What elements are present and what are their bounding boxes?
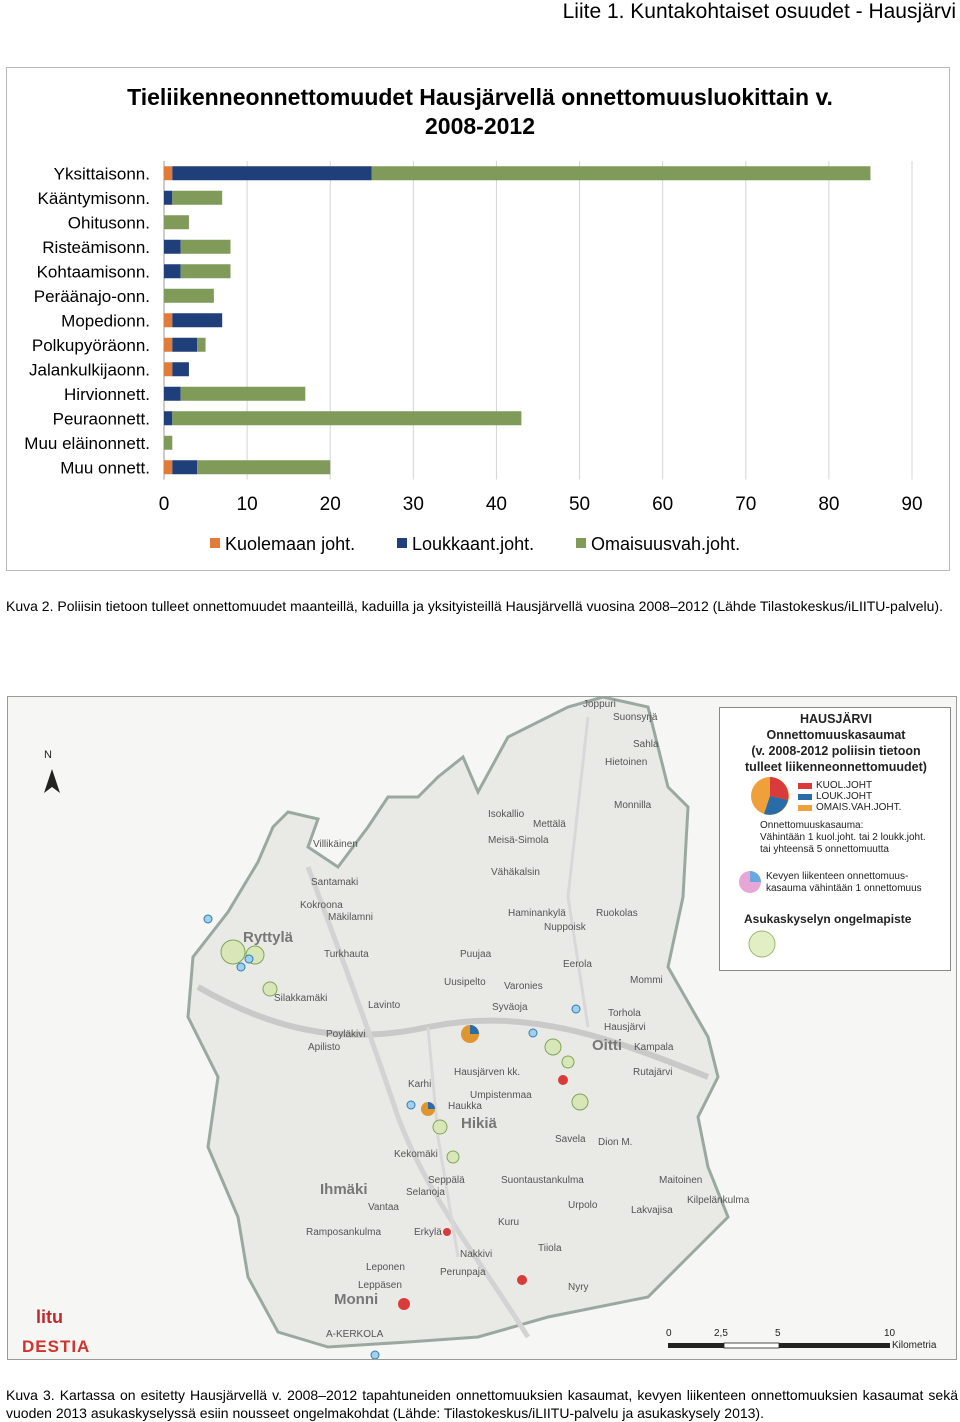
legend-title-3: (v. 2008-2012 poliisin tietoon	[751, 744, 921, 758]
bar-segment	[164, 240, 181, 254]
place-label: Ihmäki	[320, 1181, 368, 1198]
place-label: Suontaustankulma	[501, 1175, 584, 1186]
place-label: Turkhauta	[324, 949, 369, 960]
place-label: Sahla	[633, 739, 659, 750]
place-label: A-KERKOLA	[326, 1329, 384, 1340]
place-label: Puujaa	[460, 949, 492, 960]
light-traffic-cluster	[407, 1101, 415, 1109]
bar-segment	[197, 460, 330, 474]
place-label: Hausjärven kk.	[454, 1067, 521, 1078]
bar-segment	[172, 411, 521, 425]
bar-segment	[181, 240, 231, 254]
legend-title: HAUSJÄRVI	[799, 712, 872, 726]
light-traffic-cluster	[237, 963, 245, 971]
bar-segment	[164, 215, 189, 229]
bar-segment	[164, 313, 172, 327]
bar-segment	[172, 460, 197, 474]
place-label: Mettälä	[533, 819, 566, 830]
category-label: Peuraonnett.	[52, 409, 150, 429]
page-header: Liite 1. Kuntakohtaiset osuudet - Hausjärvi	[562, 0, 956, 23]
place-label: Varonies	[504, 981, 543, 992]
place-label: Maitoinen	[659, 1175, 703, 1186]
place-label: Lavinto	[368, 1000, 401, 1011]
map-legend	[719, 707, 951, 971]
place-label: Mäkilamni	[328, 912, 374, 923]
bar-segment	[181, 264, 231, 278]
place-label: Hietoinen	[605, 757, 648, 768]
x-tick-label: 40	[485, 494, 508, 515]
problem-point	[572, 1094, 588, 1110]
legend-note-2: Vähintään 1 kuol.joht. tai 2 loukk.joht.	[760, 832, 926, 843]
light-traffic-cluster	[245, 955, 253, 963]
place-label: Savela	[555, 1134, 586, 1145]
scale-2-5: 2,5	[714, 1328, 728, 1339]
place-label: Vantaa	[368, 1202, 399, 1213]
place-label: Nakkivi	[460, 1249, 493, 1260]
chart-title-line1: Tieliikenneonnettomuudet Hausjärvellä onnettomuusluokittain v.	[127, 84, 833, 110]
place-label: Urpolo	[568, 1200, 598, 1211]
bar-segment	[164, 264, 181, 278]
problem-point	[562, 1056, 574, 1068]
legend-problem-icon	[748, 930, 776, 958]
place-label: Nyry	[568, 1282, 589, 1293]
problem-point	[447, 1151, 459, 1163]
legend-title-2: Onnettomuuskasaumat	[766, 728, 906, 742]
category-label: Polkupyöräonn.	[31, 335, 150, 355]
category-label: Risteämisonn.	[42, 237, 150, 257]
legend-kevyt-2: kasauma vähintään 1 onnettomuus	[766, 883, 922, 894]
place-label: Erkylä	[414, 1227, 442, 1238]
place-label: Rutajärvi	[633, 1067, 673, 1078]
place-label: Santamaki	[311, 877, 359, 888]
place-label: Kokroona	[300, 900, 343, 911]
legend-louk: LOUK.JOHT	[816, 791, 873, 802]
category-label: Mopedionn.	[61, 311, 150, 331]
x-tick-label: 90	[901, 494, 923, 515]
legend-kevyt-1: Kevyen liikenteen onnettomuus-	[766, 871, 909, 882]
place-label: Apilisto	[308, 1042, 341, 1053]
place-label: Hausjärvi	[604, 1022, 646, 1033]
legend-label: Omaisuusvah.joht.	[591, 534, 741, 554]
legend-kuol: KUOL.JOHT	[816, 780, 873, 791]
place-label: Hikiä	[461, 1115, 497, 1132]
bar-segment	[197, 338, 205, 352]
place-label: Mommi	[630, 975, 663, 986]
north-label: N	[44, 749, 52, 761]
legend-light-traffic-icon	[738, 870, 762, 894]
place-label: Ryttylä	[243, 929, 294, 946]
x-tick-label: 60	[652, 494, 674, 515]
problem-point	[221, 940, 245, 964]
place-label: Vähäkalsin	[491, 867, 540, 878]
category-label: Jalankulkijaonn.	[29, 360, 150, 380]
bar-segment	[164, 411, 172, 425]
category-label: Kohtaamisonn.	[36, 262, 150, 282]
category-label: Muu onnett.	[60, 458, 150, 478]
place-label: Perunpaja	[440, 1267, 486, 1278]
x-tick-label: 50	[568, 494, 591, 515]
bar-segment	[164, 436, 172, 450]
destia-logo: DESTIA	[22, 1337, 91, 1356]
bar-segment	[172, 338, 197, 352]
x-tick-label: 70	[735, 494, 757, 515]
legend-label: Kuolemaan joht.	[225, 534, 356, 554]
place-label: Suonsyrjä	[613, 712, 658, 723]
bar-segment	[172, 362, 189, 376]
bar-segment	[372, 166, 871, 180]
bar-segment	[164, 460, 172, 474]
legend-label: Loukkaant.joht.	[412, 534, 535, 554]
map-frame	[7, 696, 957, 1360]
bar-segment	[164, 338, 172, 352]
light-traffic-cluster	[204, 915, 212, 923]
legend-swatch-omais	[798, 805, 812, 811]
place-label: Kilpelänkulma	[687, 1195, 750, 1206]
legend-swatch	[397, 538, 407, 548]
legend-asukas: Asukaskyselyn ongelmapiste	[744, 912, 912, 926]
legend-omais: OMAIS.VAH.JOHT.	[816, 802, 902, 813]
category-label: Ohitusonn.	[67, 213, 150, 233]
bar-segment	[172, 166, 371, 180]
category-label: Peräänajo-onn.	[33, 286, 150, 306]
place-label: Monni	[334, 1291, 379, 1308]
place-label: Torhola	[608, 1008, 641, 1019]
category-label: Hirvionnett.	[64, 384, 150, 404]
place-label: Lakvajisa	[631, 1205, 673, 1216]
place-label: Seppälä	[428, 1175, 465, 1186]
x-tick-label: 30	[402, 494, 424, 515]
bar-segment	[181, 387, 306, 401]
place-label: Monnilla	[614, 800, 652, 811]
chart-title-line2: 2008-2012	[425, 113, 535, 139]
bar-segment	[164, 362, 172, 376]
place-label: Uusipelto	[444, 977, 486, 988]
place-label: Karhi	[408, 1079, 432, 1090]
problem-point	[433, 1120, 447, 1134]
place-label: Selanoja	[406, 1187, 445, 1198]
place-label: Umpistenmaa	[470, 1090, 532, 1101]
legend-title-4: tulleet liikenneonnettomuudet)	[745, 760, 927, 774]
x-tick-label: 10	[236, 494, 258, 515]
bar-segment	[164, 289, 214, 303]
x-tick-label: 0	[158, 494, 170, 515]
light-traffic-cluster	[572, 1005, 580, 1013]
place-label: Tiiola	[538, 1243, 562, 1254]
north-arrow	[44, 769, 60, 793]
place-label: Joppuri	[583, 699, 616, 710]
legend-swatch-kuol	[798, 783, 812, 789]
category-label: Muu eläinonnett.	[24, 433, 150, 453]
place-label: Syväoja	[492, 1002, 528, 1013]
place-label: Dion M.	[598, 1137, 633, 1148]
x-tick-label: 20	[319, 494, 341, 515]
litu-logo: litu	[36, 1307, 63, 1327]
bar-chart	[0, 0, 960, 580]
place-label: Nuppoisk	[544, 922, 586, 933]
place-label: Ramposankulma	[306, 1227, 382, 1238]
bar-segment	[164, 191, 172, 205]
legend-swatch	[210, 538, 220, 548]
scale-0: 0	[666, 1328, 672, 1339]
caption-kuva3: Kuva 3. Kartassa on esitetty Hausjärvellä v. 2008–2012 tapahtuneiden onnettomuuksien kasaumat, kevyen liikenteen onnettomuuksien kasaumat sekä vuoden 2013 asukaskyselyssä esiin nousseet ongelmakohdat (Lähde: Tilastokeskus/iLIITU-palvelu ja asukaskysely 2013).	[6, 1387, 958, 1421]
place-label: Ruokolas	[596, 908, 638, 919]
legend-note-3: tai yhteensä 5 onnettomuutta	[760, 844, 889, 855]
category-label: Kääntymisonn.	[37, 188, 150, 208]
scale-10: 10	[884, 1328, 896, 1339]
legend-pie-icon	[748, 774, 792, 818]
bar-segment	[164, 166, 172, 180]
place-label: Silakkamäki	[274, 993, 328, 1004]
legend-swatch	[576, 538, 586, 548]
place-label: Leppäsen	[358, 1280, 402, 1291]
light-traffic-cluster	[529, 1029, 537, 1037]
caption-kuva2: Kuva 2. Poliisin tietoon tulleet onnettomuudet maanteillä, kaduilla ja yksityisteillä Hausjärvellä vuosina 2008–2012 (Lähde Tilastokeskus/iLIITU-palvelu).	[6, 598, 943, 614]
place-label: Eerola	[563, 959, 592, 970]
place-label: Haukka	[448, 1101, 482, 1112]
place-label: Villikäinen	[313, 839, 358, 850]
bar-segment	[172, 191, 222, 205]
light-traffic-cluster	[371, 1351, 379, 1359]
place-label: Poyläkivi	[326, 1029, 366, 1040]
x-tick-label: 80	[818, 494, 840, 515]
place-label: Kuru	[498, 1217, 520, 1228]
scale-5: 5	[775, 1328, 781, 1339]
place-label: Oitti	[592, 1037, 622, 1054]
problem-point	[545, 1039, 561, 1055]
place-label: Kampala	[634, 1042, 674, 1053]
legend-note-1: Onnettomuuskasauma:	[760, 820, 864, 831]
place-label: Kekomäki	[394, 1149, 438, 1160]
category-label: Yksittaisonn.	[53, 164, 150, 184]
legend-swatch-louk	[798, 794, 812, 800]
place-label: Isokallio	[488, 809, 525, 820]
place-label: Haminankylä	[508, 908, 566, 919]
bar-segment	[172, 313, 222, 327]
bar-segment	[164, 387, 181, 401]
place-label: Meisä-Simola	[488, 835, 549, 846]
place-label: Leponen	[366, 1262, 405, 1273]
scale-unit: Kilometria	[892, 1340, 937, 1351]
